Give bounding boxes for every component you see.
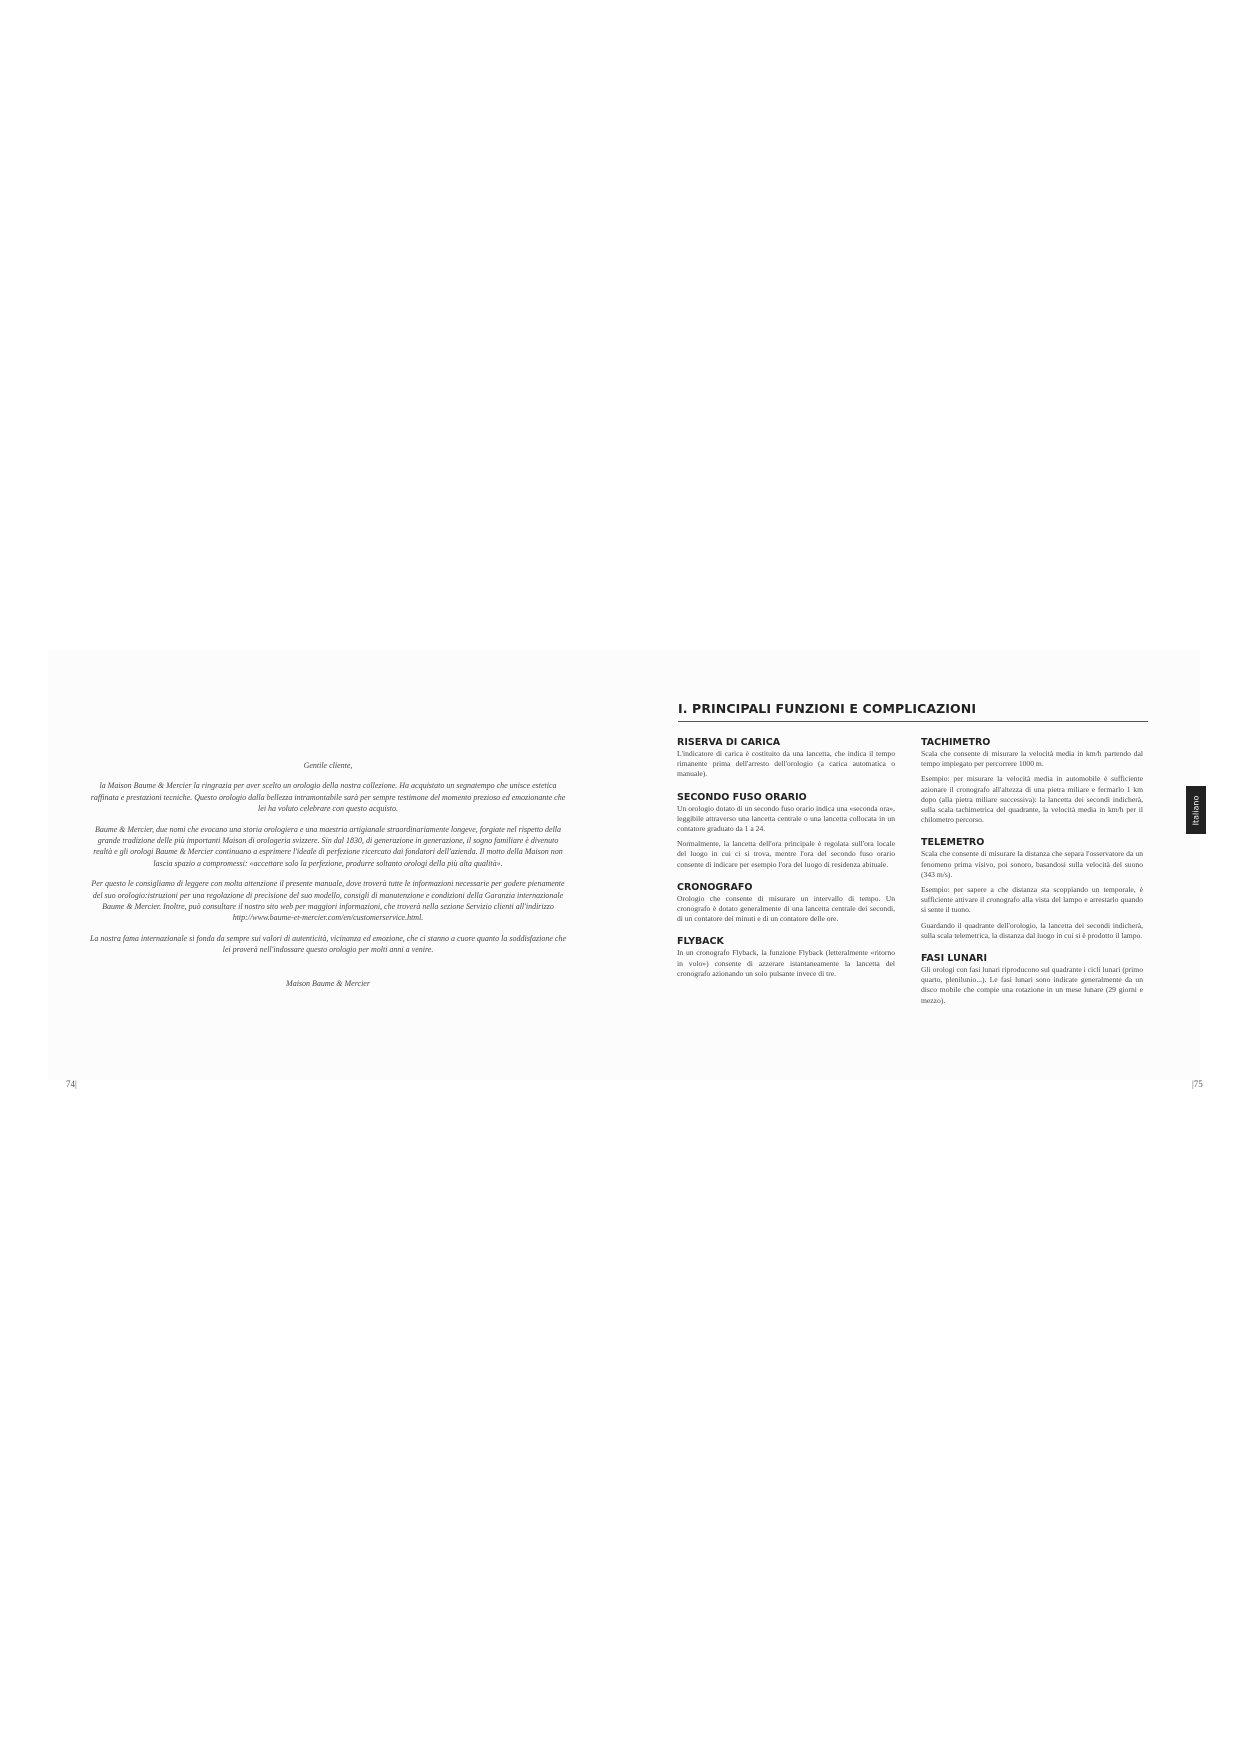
functions-column-left: [677, 737, 895, 991]
function-text: Orologio che consente di misurare un intervallo di tempo. Un cronografo è dotato generalmente di una lancetta centrale dei secondi, di un contatore dei minuti e di un contatore delle ore.: [677, 893, 895, 924]
function-block: [677, 936, 895, 979]
function-text: Un orologio dotato di un secondo fuso orario indica una «seconda ora», leggibile attraverso una lancetta centrale o una lancetta collocata in un contatore graduato da 1 a 24.: [677, 803, 895, 834]
function-block: [677, 737, 895, 780]
function-text: Normalmente, la lancetta dell'ora principale è regolata sull'ora locale del luogo in cui ci si trova, mentre l'ora del secondo fuso orario consente di indicare per esempio l'ora del luogo di residenza abituale.: [677, 839, 895, 869]
function-text: Esempio: per misurare la velocità media in automobile è sufficiente azionare il cronografo all'altezza di una pietra miliare e fermarlo 1 km dopo (alla pietra miliare successiva): la lancetta dei secondi indicherà, sulla scala tachimetrica del quadrante, la velocità media in km/h per il chilometro percorso.: [921, 774, 1143, 825]
function-block: [921, 737, 1143, 825]
function-heading: FASI LUNARI: [921, 953, 988, 965]
letter-paragraph: Baume & Mercier, due nomi che evocano una storia orologiera e una maestria artigianale straordinariamente longeve, forgiate nel rispetto della grande tradizione delle più importanti Maison di orologeria svizzere. Sin dal 1830, di generazione in generazione, il sogno familiare è divenuto realtà e gli orologi Baume & Mercier continuano a esprimere l'ideale di perfezione ricercato dai fondatori dell'azienda. Il motto della Maison non lascia spazio a compromessi: «accettare solo la perfezione, produrre soltanto orologi della più alta qualità».: [93, 824, 563, 868]
function-text: Guardando il quadrante dell'orologio, la lancetta dei secondi indicherà, sulla scala telemetrica, la distanza dal luogo in cui si è prodotto il lampo.: [921, 920, 1143, 940]
function-block: [677, 792, 895, 870]
language-tab: [1186, 786, 1206, 834]
function-text: Gli orologi con fasi lunari riproducono sul quadrante i cicli lunari (primo quarto, plenilunio...). Le fasi lunari sono indicate generalmente da un disco mobile che compie una rotazione in un mese lunare (29 giorni e mezzo).: [921, 965, 1143, 1005]
function-text: L'indicatore di carica è costituito da una lancetta, che indica il tempo rimanente prima dell'arresto dell'orologio (a carica automatica o manuale).: [677, 749, 895, 779]
function-block: [677, 882, 895, 925]
function-heading: FLYBACK: [677, 936, 724, 948]
function-heading: TACHIMETRO: [921, 737, 991, 748]
functions-column-right: [921, 737, 1143, 1018]
letter-paragraph: la Maison Baume & Mercier la ringrazia per aver scelto un orologio della nostra collezione. Ha acquistato un segnatempo che unisce estetica raffinata e prestazioni tecniche. Questo orologio dalla bellezza intramontabile sarà per sempre testimone del momento prezioso ed emozionante che lei ha voluto celebrare con questo acquisto.: [90, 781, 566, 814]
function-text: In un cronografo Flyback, la funzione Flyback (letteralmente «ritorno in volo») consente di azzerare istantaneamente la lancetta del cronografo azionando un solo pulsante invece di tre.: [677, 948, 895, 978]
function-heading: SECONDO FUSO ORARIO: [677, 791, 807, 803]
function-block: [921, 837, 1143, 941]
letter-paragraph: Per questo le consigliamo di leggere con molta attenzione il presente manuale, dove troverà tutte le informazioni necessarie per godere pienamente del suo orologio:istruzioni per una regolazione di precisione del suo modello, consigli di manutenzione e condizioni della Garanzia internazionale Baume & Mercier. Inoltre, può consultare il nostro sito web per maggiori informazioni, che troverà nella sezione Servizio clienti all'indirizzo http://www.baume-et-mercier.com/en/customerservice.html.: [91, 879, 565, 923]
function-heading: RISERVA DI CARICA: [677, 737, 781, 748]
letter-signature: Maison Baume & Mercier: [286, 978, 370, 988]
function-text: Scala che consente di misurare la velocità media in km/h partendo dal tempo impiegato per percorrere 1000 m.: [921, 749, 1143, 769]
function-heading: CRONOGRAFO: [677, 881, 753, 893]
function-text: Scala che consente di misurare la distanza che separa l'osservatore da un fenomeno prima visivo, poi sonoro, basandosi sulla velocità del suono (343 m/s).: [921, 849, 1143, 879]
function-text: Esempio: per sapere a che distanza sta scoppiando un temporale, è sufficiente attivare il cronografo alla vista del lampo e arrestarlo quando si sente il tuono.: [921, 885, 1143, 915]
welcome-letter: [88, 760, 568, 998]
function-block: [921, 953, 1143, 1006]
letter-greeting: Gentile cliente,: [303, 761, 353, 770]
language-tab-label: Italiano: [1191, 795, 1201, 825]
function-heading: TELEMETRO: [921, 837, 985, 849]
page-number-right: |75: [1192, 1079, 1203, 1089]
section-title: I. PRINCIPALI FUNZIONI E COMPLICAZIONI: [678, 701, 1148, 722]
letter-paragraph: La nostra fama internazionale si fonda da sempre sui valori di autenticità, vicinanza ed emozione, che ci stanno a cuore quanto la soddisfazione che lei proverà nell'indossare questo orologio per molti anni a venire.: [89, 933, 567, 955]
page-number-left: 74|: [66, 1079, 77, 1089]
